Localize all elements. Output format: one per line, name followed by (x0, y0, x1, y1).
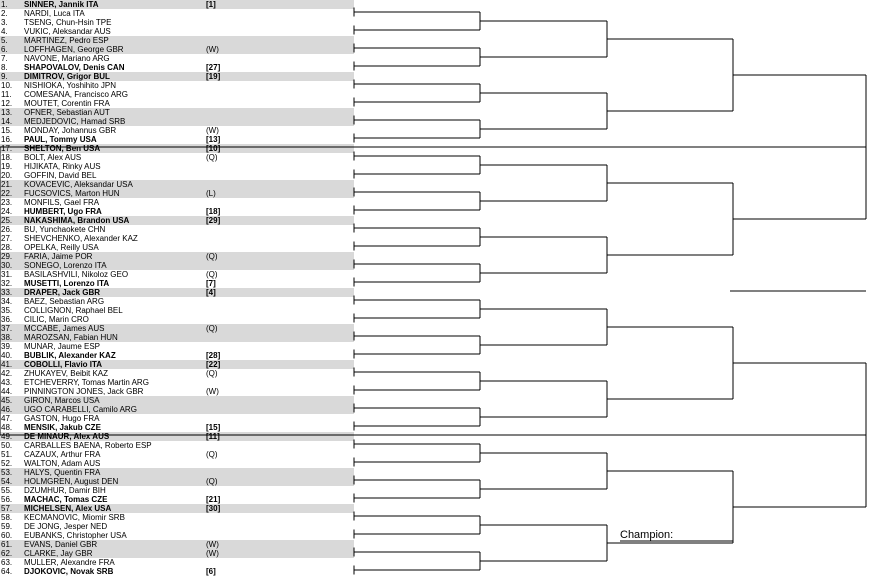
entry-number: 42. (1, 369, 13, 378)
entry-number: 17. (1, 144, 13, 153)
player-name: DJOKOVIC, Novak SRB (24, 567, 114, 576)
seed-or-entry-status: (Q) (206, 324, 218, 333)
entry-number: 64. (1, 567, 13, 576)
seed-or-entry-status: [6] (206, 567, 216, 576)
entry-number: 38. (1, 333, 13, 342)
player-name: COBOLLI, Flavio ITA (24, 360, 103, 369)
entry-number: 40. (1, 351, 13, 360)
player-name: HALYS, Quentin FRA (24, 468, 101, 477)
player-name: MUNAR, Jaume ESP (24, 342, 101, 351)
entry-number: 1. (1, 0, 8, 9)
player-name: BAEZ, Sebastian ARG (24, 297, 105, 306)
player-name: KECMANOVIC, Miomir SRB (24, 513, 125, 522)
seed-or-entry-status: [4] (206, 288, 216, 297)
player-name: MONDAY, Johannus GBR (24, 126, 117, 135)
entry-number: 10. (1, 81, 13, 90)
entry-number: 12. (1, 99, 13, 108)
player-name: SHELTON, Ben USA (24, 144, 101, 153)
entry-number: 11. (1, 90, 12, 99)
player-name: MUSETTI, Lorenzo ITA (24, 279, 110, 288)
player-name: PINNINGTON JONES, Jack GBR (24, 387, 144, 396)
seed-or-entry-status: (W) (206, 45, 219, 54)
entry-number: 37. (1, 324, 13, 333)
player-name: MCCABE, James AUS (24, 324, 105, 333)
seed-or-entry-status: [1] (206, 0, 216, 9)
seed-or-entry-status: [7] (206, 279, 216, 288)
entry-number: 15. (1, 126, 13, 135)
player-name: HUMBERT, Ugo FRA (24, 207, 102, 216)
entry-number: 3. (1, 18, 8, 27)
player-name: SONEGO, Lorenzo ITA (24, 261, 107, 270)
player-name: GASTON, Hugo FRA (24, 414, 100, 423)
player-name: MAROZSAN, Fabian HUN (24, 333, 118, 342)
entry-number: 52. (1, 459, 13, 468)
player-name: DE MINAUR, Alex AUS (24, 432, 110, 441)
seed-or-entry-status: (Q) (206, 270, 218, 279)
entry-number: 41. (1, 360, 13, 369)
entry-number: 63. (1, 558, 13, 567)
player-name: DRAPER, Jack GBR (24, 288, 101, 297)
seed-or-entry-status: [11] (206, 432, 220, 441)
player-name: BASILASHVILI, Nikoloz GEO (24, 270, 129, 279)
entry-number: 21. (1, 180, 13, 189)
entry-number: 50. (1, 441, 13, 450)
entry-number: 49. (1, 432, 13, 441)
entry-number: 5. (1, 36, 8, 45)
entry-number: 60. (1, 531, 13, 540)
entry-number: 7. (1, 54, 8, 63)
seed-or-entry-status: [22] (206, 360, 221, 369)
entry-number: 25. (1, 216, 13, 225)
entry-number: 8. (1, 63, 8, 72)
player-name: SINNER, Jannik ITA (24, 0, 99, 9)
seed-or-entry-status: [30] (206, 504, 221, 513)
entry-number: 2. (1, 9, 8, 18)
player-name: COMESANA, Francisco ARG (24, 90, 129, 99)
player-name: NISHIOKA, Yoshihito JPN (24, 81, 117, 90)
player-name: VUKIC, Aleksandar AUS (24, 27, 111, 36)
entry-number: 6. (1, 45, 8, 54)
player-name: FUCSOVICS, Marton HUN (24, 189, 120, 198)
entry-number: 16. (1, 135, 13, 144)
entry-number: 13. (1, 108, 13, 117)
entry-number: 18. (1, 153, 13, 162)
player-name: COLLIGNON, Raphael BEL (24, 306, 123, 315)
entry-number: 20. (1, 171, 13, 180)
player-name: SHAPOVALOV, Denis CAN (24, 63, 125, 72)
player-name: GIRON, Marcos USA (24, 396, 100, 405)
entry-number: 55. (1, 486, 13, 495)
entry-number: 44. (1, 387, 13, 396)
entry-number: 36. (1, 315, 13, 324)
entry-number: 27. (1, 234, 13, 243)
entry-number: 62. (1, 549, 13, 558)
seed-or-entry-status: [15] (206, 423, 221, 432)
entry-number: 33. (1, 288, 13, 297)
player-name: BU, Yunchaokete CHN (24, 225, 106, 234)
entry-number: 24. (1, 207, 13, 216)
seed-or-entry-status: [10] (206, 144, 221, 153)
seed-or-entry-status: (W) (206, 549, 219, 558)
seed-or-entry-status: [21] (206, 495, 221, 504)
player-name: OFNER, Sebastian AUT (24, 108, 110, 117)
player-name: HIJIKATA, Rinky AUS (24, 162, 101, 171)
player-name: CILIC, Marin CRO (24, 315, 89, 324)
player-name: UGO CARABELLI, Camilo ARG (24, 405, 137, 414)
player-name: FARIA, Jaime POR (24, 252, 93, 261)
entry-number: 28. (1, 243, 13, 252)
player-name: OPELKA, Reilly USA (24, 243, 99, 252)
player-name: MOUTET, Corentin FRA (24, 99, 110, 108)
player-name: WALTON, Adam AUS (24, 459, 101, 468)
player-name: BUBLIK, Alexander KAZ (24, 351, 116, 360)
player-name: CAZAUX, Arthur FRA (24, 450, 101, 459)
player-name: HOLMGREN, August DEN (24, 477, 119, 486)
player-name: SHEVCHENKO, Alexander KAZ (24, 234, 138, 243)
entry-number: 23. (1, 198, 13, 207)
entry-number: 47. (1, 414, 13, 423)
player-name: LOFFHAGEN, George GBR (24, 45, 124, 54)
seed-or-entry-status: [18] (206, 207, 221, 216)
seed-or-entry-status: [13] (206, 135, 221, 144)
seed-or-entry-status: [27] (206, 63, 221, 72)
entry-number: 51. (1, 450, 13, 459)
player-name: KOVACEVIC, Aleksandar USA (24, 180, 133, 189)
entry-number: 26. (1, 225, 13, 234)
entry-number: 9. (1, 72, 8, 81)
player-name: DZUMHUR, Damir BIH (24, 486, 106, 495)
champion-label: Champion: (620, 529, 674, 541)
player-name: NARDI, Luca ITA (24, 9, 85, 18)
entry-number: 19. (1, 162, 13, 171)
entry-number: 54. (1, 477, 13, 486)
player-name: MACHAC, Tomas CZE (24, 495, 108, 504)
seed-or-entry-status: (Q) (206, 477, 218, 486)
player-name: MICHELSEN, Alex USA (24, 504, 112, 513)
entry-number: 46. (1, 405, 13, 414)
player-name: MENSIK, Jakub CZE (24, 423, 101, 432)
entry-number: 53. (1, 468, 13, 477)
entry-number: 14. (1, 117, 13, 126)
entry-number: 22. (1, 189, 13, 198)
player-name: ZHUKAYEV, Beibit KAZ (24, 369, 109, 378)
player-name: PAUL, Tommy USA (24, 135, 97, 144)
seed-or-entry-status: (Q) (206, 369, 218, 378)
seed-or-entry-status: (W) (206, 540, 219, 549)
player-name: MULLER, Alexandre FRA (24, 558, 115, 567)
player-name: BOLT, Alex AUS (24, 153, 82, 162)
player-name: EUBANKS, Christopher USA (24, 531, 127, 540)
seed-or-entry-status: [29] (206, 216, 221, 225)
entry-number: 45. (1, 396, 13, 405)
entry-number: 39. (1, 342, 13, 351)
entry-number: 59. (1, 522, 13, 531)
player-name: NAVONE, Mariano ARG (24, 54, 110, 63)
seed-or-entry-status: (W) (206, 126, 219, 135)
entry-number: 58. (1, 513, 13, 522)
entry-number: 34. (1, 297, 13, 306)
player-name: DE JONG, Jesper NED (24, 522, 108, 531)
entry-number: 31. (1, 270, 13, 279)
entry-number: 57. (1, 504, 13, 513)
seed-or-entry-status: (W) (206, 387, 219, 396)
seed-or-entry-status: (Q) (206, 450, 218, 459)
entry-number: 32. (1, 279, 13, 288)
player-name: NAKASHIMA, Brandon USA (24, 216, 130, 225)
entry-number: 48. (1, 423, 13, 432)
entry-number: 43. (1, 378, 13, 387)
seed-or-entry-status: [28] (206, 351, 221, 360)
player-name: CARBALLES BAENA, Roberto ESP (24, 441, 152, 450)
seed-or-entry-status: (Q) (206, 153, 218, 162)
player-name: MONFILS, Gael FRA (24, 198, 100, 207)
player-name: CLARKE, Jay GBR (24, 549, 93, 558)
entry-number: 30. (1, 261, 13, 270)
player-name: DIMITROV, Grigor BUL (24, 72, 110, 81)
seed-or-entry-status: (Q) (206, 252, 218, 261)
seed-or-entry-status: [19] (206, 72, 221, 81)
entry-number: 4. (1, 27, 8, 36)
player-name: EVANS, Daniel GBR (24, 540, 98, 549)
entry-number: 35. (1, 306, 13, 315)
player-name: MEDJEDOVIC, Hamad SRB (24, 117, 126, 126)
seed-or-entry-status: (L) (206, 189, 216, 198)
player-name: MARTINEZ, Pedro ESP (24, 36, 109, 45)
player-name: ETCHEVERRY, Tomas Martin ARG (24, 378, 149, 387)
entry-number: 56. (1, 495, 13, 504)
entry-number: 61. (1, 540, 13, 549)
player-name: TSENG, Chun-Hsin TPE (24, 18, 112, 27)
entry-number: 29. (1, 252, 13, 261)
player-name: GOFFIN, David BEL (24, 171, 97, 180)
